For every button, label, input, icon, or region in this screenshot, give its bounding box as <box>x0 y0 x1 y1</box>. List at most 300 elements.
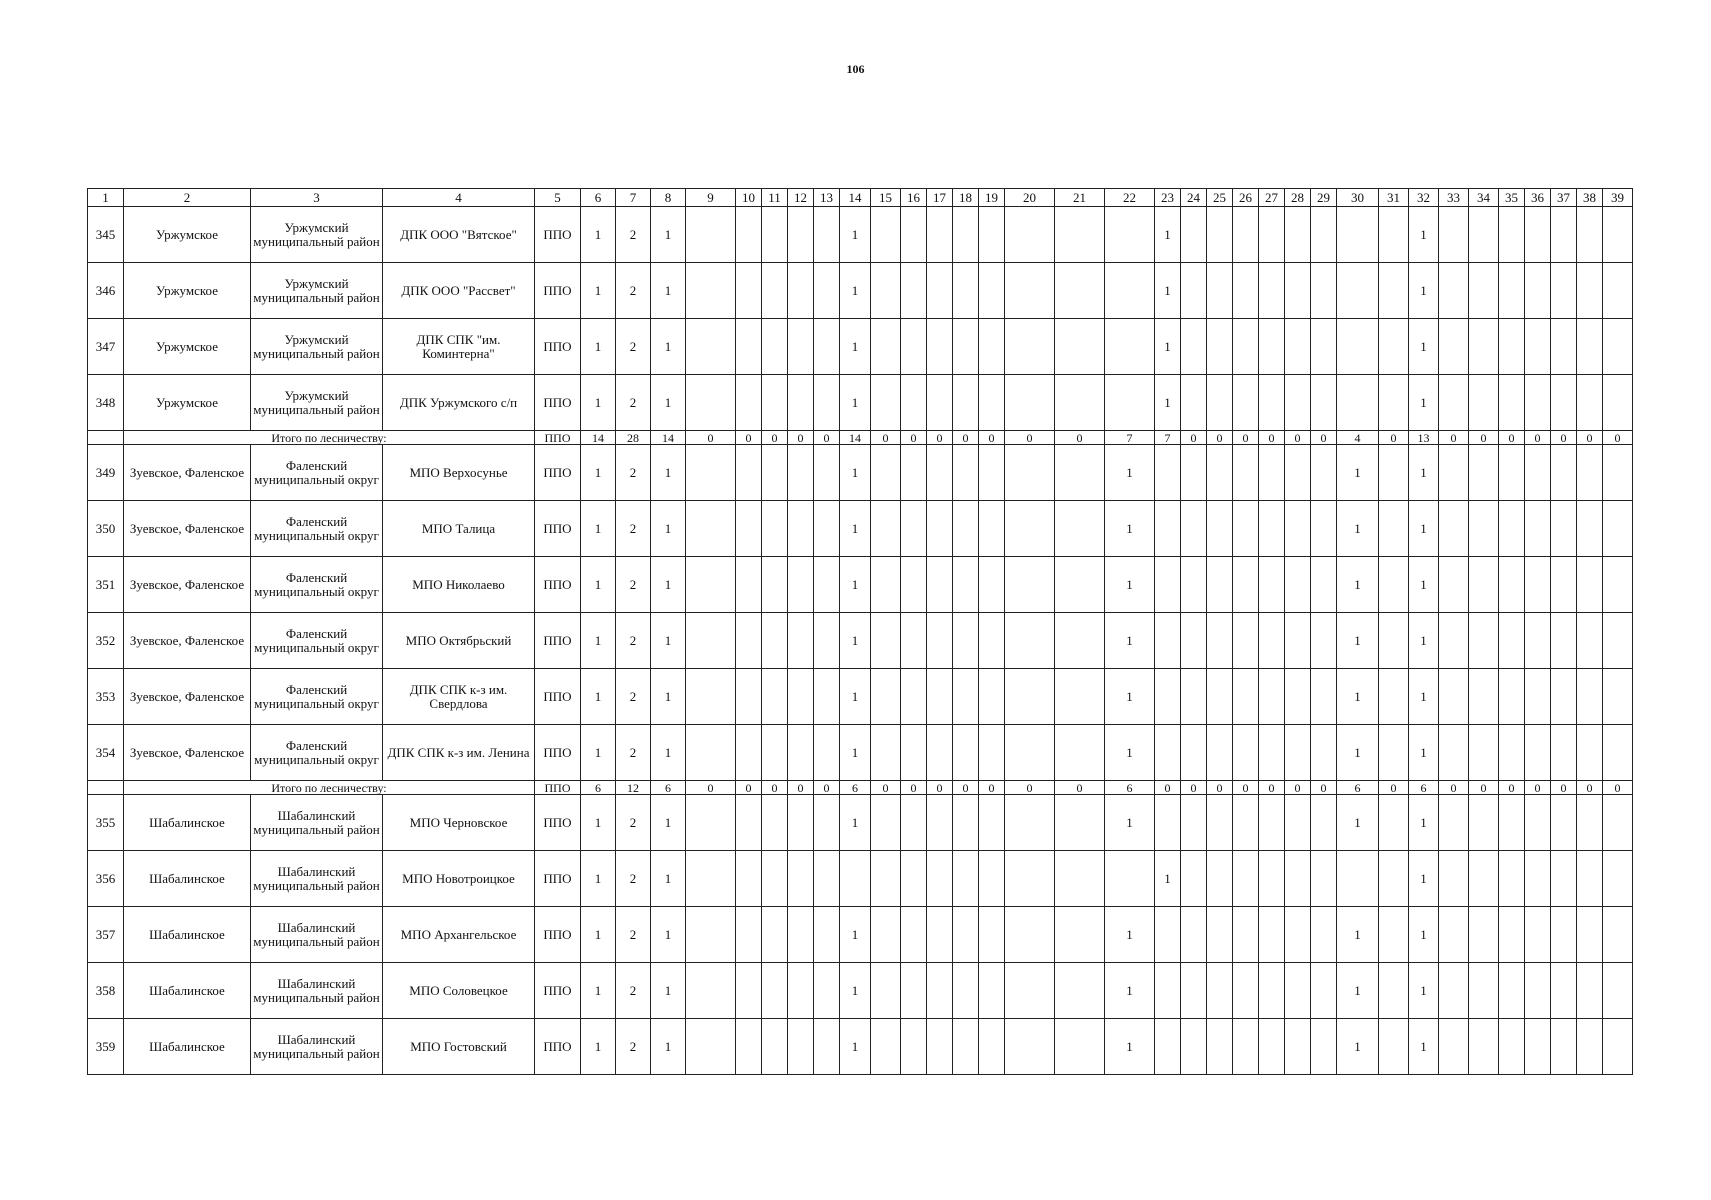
table-cell <box>686 445 736 501</box>
table-cell: Уржумский муниципальный район <box>251 263 383 319</box>
table-cell <box>1439 375 1469 431</box>
table-cell <box>1207 613 1233 669</box>
table-cell <box>979 319 1005 375</box>
table-cell <box>788 795 814 851</box>
table-cell: 350 <box>88 501 124 557</box>
column-header: 12 <box>788 189 814 207</box>
total-cell: 0 <box>1181 781 1207 795</box>
table-cell <box>979 263 1005 319</box>
table-cell <box>1337 851 1379 907</box>
table-cell <box>1499 613 1525 669</box>
total-cell: 0 <box>1259 431 1285 445</box>
table-cell <box>953 725 979 781</box>
total-cell: 0 <box>1499 781 1525 795</box>
table-cell: 1 <box>581 501 616 557</box>
total-cell: 0 <box>1233 431 1259 445</box>
table-cell <box>736 207 762 263</box>
table-cell: 2 <box>616 963 651 1019</box>
header-row <box>88 189 1633 207</box>
column-header: 37 <box>1551 189 1577 207</box>
total-cell: 0 <box>1259 781 1285 795</box>
table-cell <box>1259 319 1285 375</box>
table-cell <box>1285 319 1311 375</box>
table-cell <box>1469 963 1499 1019</box>
total-cell: 0 <box>871 431 901 445</box>
table-cell <box>1181 725 1207 781</box>
table-cell <box>814 501 840 557</box>
table-cell <box>736 613 762 669</box>
table-cell: Фаленский муниципальный округ <box>251 445 383 501</box>
table-cell <box>1577 851 1603 907</box>
table-cell <box>1603 669 1633 725</box>
table-cell <box>1155 501 1181 557</box>
table-cell <box>1207 375 1233 431</box>
table-cell <box>953 1019 979 1075</box>
table-cell <box>1337 207 1379 263</box>
table-cell <box>979 1019 1005 1075</box>
table-cell <box>953 851 979 907</box>
table-cell: 1 <box>581 445 616 501</box>
column-header: 24 <box>1181 189 1207 207</box>
total-cell: 0 <box>979 781 1005 795</box>
table-cell <box>953 375 979 431</box>
table-cell <box>901 445 927 501</box>
table-cell <box>1233 1019 1259 1075</box>
table-cell <box>1525 963 1551 1019</box>
table-cell <box>1005 263 1055 319</box>
table-cell <box>1379 907 1409 963</box>
total-cell: 0 <box>1469 781 1499 795</box>
table-cell <box>1337 263 1379 319</box>
table-cell: 1 <box>581 319 616 375</box>
table-cell <box>762 963 788 1019</box>
table-cell <box>901 207 927 263</box>
column-header: 36 <box>1525 189 1551 207</box>
table-cell: Шабалинское <box>124 907 251 963</box>
table-cell <box>1469 207 1499 263</box>
table-cell: 1 <box>1409 613 1439 669</box>
table-cell <box>788 907 814 963</box>
table-cell <box>1469 557 1499 613</box>
table-cell <box>1439 319 1469 375</box>
table-cell <box>686 851 736 907</box>
table-cell: 1 <box>581 725 616 781</box>
table-cell <box>1005 725 1055 781</box>
table-cell <box>1207 907 1233 963</box>
table-cell <box>1469 445 1499 501</box>
table-cell <box>1055 795 1105 851</box>
table-cell <box>979 613 1005 669</box>
table-cell <box>1285 725 1311 781</box>
table-cell: 1 <box>581 557 616 613</box>
table-cell <box>762 851 788 907</box>
table-cell: 1 <box>651 851 686 907</box>
table-cell: 1 <box>1337 445 1379 501</box>
table-cell: 2 <box>616 907 651 963</box>
total-row <box>88 781 1633 795</box>
table-cell <box>788 613 814 669</box>
table-cell <box>1525 1019 1551 1075</box>
table-cell <box>1233 907 1259 963</box>
table-cell <box>1379 1019 1409 1075</box>
total-cell: 0 <box>1379 431 1409 445</box>
table-cell <box>927 907 953 963</box>
total-cell: 0 <box>814 431 840 445</box>
table-cell <box>1499 207 1525 263</box>
table-cell: 1 <box>1337 963 1379 1019</box>
table-cell <box>953 445 979 501</box>
table-cell <box>1207 963 1233 1019</box>
table-cell <box>814 319 840 375</box>
table-cell <box>1005 207 1055 263</box>
table-cell <box>871 263 901 319</box>
table-cell <box>1207 669 1233 725</box>
table-cell <box>1499 263 1525 319</box>
table-cell: 1 <box>1105 725 1155 781</box>
total-row <box>88 431 1633 445</box>
table-cell: Уржумский муниципальный район <box>251 319 383 375</box>
column-header: 5 <box>535 189 581 207</box>
total-cell: 0 <box>1525 781 1551 795</box>
table-cell: Уржумский муниципальный район <box>251 375 383 431</box>
table-cell <box>927 207 953 263</box>
table-cell <box>1525 851 1551 907</box>
table-cell <box>1499 501 1525 557</box>
table-cell <box>1155 1019 1181 1075</box>
table-cell: 359 <box>88 1019 124 1075</box>
table-cell: ППО <box>535 907 581 963</box>
table-cell: ДПК СПК "им. Коминтерна" <box>383 319 535 375</box>
table-cell <box>788 501 814 557</box>
table-cell: 1 <box>1105 613 1155 669</box>
table-cell <box>1105 263 1155 319</box>
table-cell: 1 <box>651 375 686 431</box>
column-header: 21 <box>1055 189 1105 207</box>
total-cell: 0 <box>1005 781 1055 795</box>
table-cell: ППО <box>535 795 581 851</box>
table-cell <box>1207 1019 1233 1075</box>
table-row <box>88 795 1633 851</box>
table-cell <box>1181 613 1207 669</box>
table-cell <box>1603 375 1633 431</box>
table-cell <box>1379 557 1409 613</box>
table-cell <box>1499 963 1525 1019</box>
table-cell: Шабалинское <box>124 851 251 907</box>
table-row <box>88 963 1633 1019</box>
table-cell <box>1311 319 1337 375</box>
table-cell <box>1005 501 1055 557</box>
table-cell <box>1603 907 1633 963</box>
total-cell: 0 <box>901 431 927 445</box>
table-cell: ППО <box>535 613 581 669</box>
table-cell: 1 <box>1409 557 1439 613</box>
table-cell <box>901 963 927 1019</box>
table-cell <box>1311 501 1337 557</box>
table-cell: 358 <box>88 963 124 1019</box>
table-cell <box>927 445 953 501</box>
table-cell: ППО <box>535 263 581 319</box>
table-cell <box>1207 501 1233 557</box>
table-cell <box>1439 207 1469 263</box>
table-cell: 351 <box>88 557 124 613</box>
table-cell <box>927 501 953 557</box>
table-cell: 2 <box>616 501 651 557</box>
table-cell <box>1259 795 1285 851</box>
table-cell <box>1181 263 1207 319</box>
table-cell: МПО Соловецкое <box>383 963 535 1019</box>
total-cell: 6 <box>840 781 871 795</box>
table-cell <box>1551 795 1577 851</box>
table-cell: 354 <box>88 725 124 781</box>
table-cell <box>953 207 979 263</box>
table-cell: 2 <box>616 445 651 501</box>
table-cell <box>788 669 814 725</box>
table-cell <box>788 725 814 781</box>
table-cell <box>901 907 927 963</box>
table-cell <box>686 319 736 375</box>
table-cell <box>1379 375 1409 431</box>
table-cell <box>1055 263 1105 319</box>
table-cell <box>1181 907 1207 963</box>
table-cell <box>1155 907 1181 963</box>
table-cell: 1 <box>1337 613 1379 669</box>
table-cell <box>1055 445 1105 501</box>
table-cell <box>927 851 953 907</box>
table-cell: 1 <box>651 207 686 263</box>
table-cell: МПО Черновское <box>383 795 535 851</box>
table-cell <box>1603 319 1633 375</box>
total-cell: 0 <box>762 431 788 445</box>
table-cell <box>1499 557 1525 613</box>
column-header: 19 <box>979 189 1005 207</box>
total-cell: 0 <box>762 781 788 795</box>
total-cell: 0 <box>1055 781 1105 795</box>
table-cell <box>1105 375 1155 431</box>
table-cell <box>1469 263 1499 319</box>
table-cell <box>927 375 953 431</box>
table-cell <box>814 445 840 501</box>
table-cell <box>1603 207 1633 263</box>
table-cell: ППО <box>535 963 581 1019</box>
table-cell <box>1155 795 1181 851</box>
table-cell <box>788 375 814 431</box>
table-cell: 2 <box>616 263 651 319</box>
table-cell <box>1439 963 1469 1019</box>
table-cell <box>762 613 788 669</box>
table-cell <box>1551 557 1577 613</box>
column-header: 28 <box>1285 189 1311 207</box>
table-cell: ППО <box>535 207 581 263</box>
table-cell: МПО Гостовский <box>383 1019 535 1075</box>
table-cell: Шабалинский муниципальный район <box>251 1019 383 1075</box>
table-cell: 1 <box>1337 725 1379 781</box>
total-cell: 0 <box>927 431 953 445</box>
table-cell: 1 <box>1105 963 1155 1019</box>
table-cell <box>1577 263 1603 319</box>
table-cell <box>1469 669 1499 725</box>
table-cell: 1 <box>651 319 686 375</box>
register-table <box>87 188 1633 1075</box>
table-cell <box>1311 613 1337 669</box>
column-header: 15 <box>871 189 901 207</box>
total-cell: 0 <box>1577 431 1603 445</box>
table-cell <box>1005 851 1055 907</box>
column-header: 3 <box>251 189 383 207</box>
table-cell: 1 <box>581 375 616 431</box>
table-cell <box>1439 725 1469 781</box>
table-cell <box>1233 375 1259 431</box>
total-cell: 0 <box>736 781 762 795</box>
column-header: 17 <box>927 189 953 207</box>
table-cell <box>1525 263 1551 319</box>
table-cell <box>686 613 736 669</box>
table-cell <box>1469 319 1499 375</box>
table-cell <box>1285 851 1311 907</box>
table-cell <box>1379 613 1409 669</box>
column-header: 26 <box>1233 189 1259 207</box>
table-cell <box>1155 445 1181 501</box>
table-cell <box>686 669 736 725</box>
table-cell <box>788 963 814 1019</box>
table-cell: МПО Верхосунье <box>383 445 535 501</box>
table-cell: ППО <box>535 1019 581 1075</box>
table-cell <box>1311 725 1337 781</box>
table-cell <box>953 501 979 557</box>
total-cell: 0 <box>1499 431 1525 445</box>
table-cell <box>1105 851 1155 907</box>
total-cell: 0 <box>736 431 762 445</box>
table-cell: Фаленский муниципальный округ <box>251 669 383 725</box>
table-cell <box>1259 1019 1285 1075</box>
table-cell <box>788 557 814 613</box>
table-cell: Шабалинское <box>124 963 251 1019</box>
table-cell: 1 <box>1409 795 1439 851</box>
total-spacer <box>88 781 124 795</box>
table-cell <box>1311 375 1337 431</box>
table-cell <box>814 851 840 907</box>
table-cell <box>1005 375 1055 431</box>
table-cell <box>1525 207 1551 263</box>
table-cell: 1 <box>1337 557 1379 613</box>
table-cell <box>686 501 736 557</box>
table-cell <box>1525 795 1551 851</box>
table-cell <box>953 557 979 613</box>
table-cell <box>788 445 814 501</box>
total-cell: 0 <box>953 781 979 795</box>
table-cell <box>927 319 953 375</box>
table-cell <box>1603 613 1633 669</box>
table-cell <box>1005 613 1055 669</box>
table-row <box>88 907 1633 963</box>
table-cell <box>736 501 762 557</box>
table-cell <box>1207 725 1233 781</box>
table-cell: 1 <box>840 1019 871 1075</box>
table-cell <box>1155 725 1181 781</box>
table-cell: ППО <box>535 445 581 501</box>
total-cell: 0 <box>1285 431 1311 445</box>
table-cell <box>1233 319 1259 375</box>
table-cell <box>1055 501 1105 557</box>
table-cell <box>1551 501 1577 557</box>
table-cell <box>871 1019 901 1075</box>
total-cell: 6 <box>581 781 616 795</box>
table-row <box>88 613 1633 669</box>
table-cell: Уржумское <box>124 319 251 375</box>
table-cell <box>871 375 901 431</box>
table-cell <box>1207 851 1233 907</box>
table-cell <box>1259 263 1285 319</box>
total-cell: 13 <box>1409 431 1439 445</box>
column-header: 1 <box>88 189 124 207</box>
table-cell <box>1005 669 1055 725</box>
table-cell: 2 <box>616 1019 651 1075</box>
total-cell: 28 <box>616 431 651 445</box>
table-cell <box>1551 445 1577 501</box>
table-cell <box>871 851 901 907</box>
table-cell <box>979 907 1005 963</box>
table-cell: 357 <box>88 907 124 963</box>
table-cell <box>762 263 788 319</box>
table-cell <box>901 725 927 781</box>
table-cell <box>1055 907 1105 963</box>
table-cell: Шабалинский муниципальный район <box>251 795 383 851</box>
table-cell <box>1525 725 1551 781</box>
table-cell <box>1181 851 1207 907</box>
total-cell: 0 <box>1603 431 1633 445</box>
table-cell <box>901 613 927 669</box>
table-cell: 1 <box>581 263 616 319</box>
column-header: 38 <box>1577 189 1603 207</box>
table-cell <box>1525 445 1551 501</box>
table-cell: 1 <box>1409 445 1439 501</box>
table-row <box>88 557 1633 613</box>
total-cell: ППО <box>535 781 581 795</box>
table-cell: 352 <box>88 613 124 669</box>
table-cell <box>1259 207 1285 263</box>
total-cell: 0 <box>1311 781 1337 795</box>
table-cell <box>871 669 901 725</box>
table-cell <box>762 501 788 557</box>
table-cell: 1 <box>1409 725 1439 781</box>
table-cell <box>1155 963 1181 1019</box>
table-cell: 2 <box>616 669 651 725</box>
table-cell <box>953 795 979 851</box>
table-cell <box>1055 319 1105 375</box>
total-cell: 0 <box>1155 781 1181 795</box>
table-cell <box>814 263 840 319</box>
total-cell: 6 <box>1337 781 1379 795</box>
table-cell <box>1233 557 1259 613</box>
table-cell: 1 <box>1409 207 1439 263</box>
table-cell <box>1577 207 1603 263</box>
table-cell <box>1603 851 1633 907</box>
table-cell <box>762 725 788 781</box>
table-cell <box>1259 963 1285 1019</box>
table-cell <box>1259 725 1285 781</box>
table-cell <box>686 375 736 431</box>
table-cell <box>686 207 736 263</box>
table-cell <box>1285 207 1311 263</box>
table-cell <box>979 725 1005 781</box>
table-cell <box>686 907 736 963</box>
table-cell: 1 <box>1409 263 1439 319</box>
table-cell <box>686 963 736 1019</box>
table-cell <box>979 207 1005 263</box>
table-cell <box>1285 445 1311 501</box>
table-cell <box>1311 445 1337 501</box>
table-cell <box>1155 557 1181 613</box>
table-cell: 1 <box>840 795 871 851</box>
